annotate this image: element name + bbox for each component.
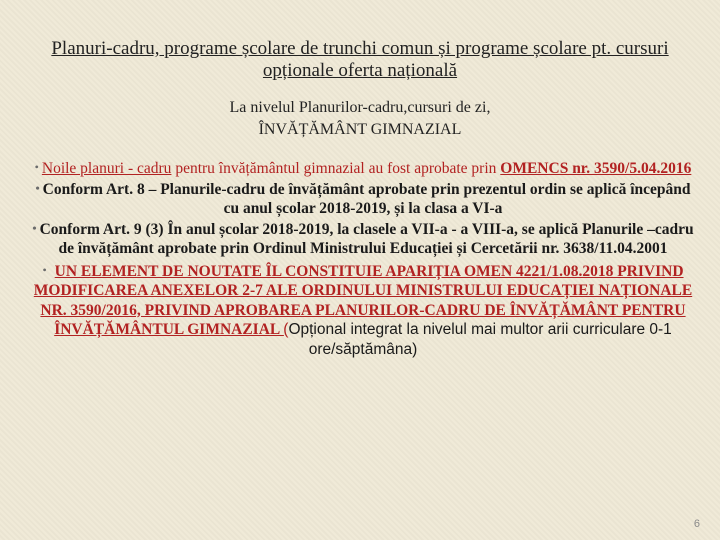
slide-subtitle bbox=[60, 97, 660, 141]
item-1-order-ref: OMENCS nr. 3590/5.04.2016 bbox=[500, 160, 692, 177]
item-3-text: Conform Art. 9 (3) În anul școlar 2018-2019, la clasele a VII-a - a VIII-a, se aplică Planurile –cadru de învățământ aprobate prin Ordinul Ministrului Educației și Cercetării nr. 3638/11.04.2001 bbox=[39, 220, 694, 257]
content-body bbox=[28, 158, 698, 359]
bullet-icon: • bbox=[32, 220, 37, 235]
item-2-text: Conform Art. 8 – Planurile-cadru de învățământ aprobate prin prezentul ordin se aplică începând cu anul școlar 2018-2019, și la clasa a VI-a bbox=[42, 180, 691, 217]
list-item-1 bbox=[28, 158, 698, 179]
item-1-text: pentru învățământul gimnazial au fost aprobate prin bbox=[171, 160, 501, 177]
subtitle-line-1: La nivelul Planurilor-cadru,cursuri de zi, bbox=[229, 99, 491, 116]
item-4-note: Opțional integrat la nivelul mai multor arii curriculare 0-1 ore/săptămâna) bbox=[288, 321, 672, 358]
item-4-text: MODIFICAREA ANEXELOR 2-7 ALE ORDINULUI MINISTRULUI EDUCAȚIEI NAȚIONALE NR. 3590/2016, PRIVIND APROBAREA PLANURILOR-CADRU DE ÎNVĂȚĂMÂNT PENTRU ÎNVĂȚĂMÂNTUL GIMNAZIAL bbox=[33, 282, 693, 338]
list-item-4 bbox=[28, 261, 698, 360]
item-4-paren: ( bbox=[283, 321, 289, 338]
item-4-headline: UN ELEMENT DE NOUTATE ÎL CONSTITUIE APARIȚIA OMEN 4221/1.08.2018 PRIVIND bbox=[54, 262, 684, 280]
list-item-2 bbox=[28, 179, 698, 219]
bullet-icon: • bbox=[34, 160, 39, 174]
slide-title: Planuri-cadru, programe școlare de trunchi comun și programe școlare pt. cursuri opționale oferta națională bbox=[51, 38, 669, 81]
bullet-icon: • bbox=[35, 180, 40, 195]
subtitle-line-2: ÎNVĂȚĂMÂNT GIMNAZIAL bbox=[258, 121, 462, 138]
page-number: 6 bbox=[693, 518, 700, 530]
list-item-3 bbox=[28, 219, 698, 259]
item-1-highlight: Noile planuri - cadru bbox=[41, 160, 172, 177]
bullet-icon: • bbox=[42, 262, 47, 277]
